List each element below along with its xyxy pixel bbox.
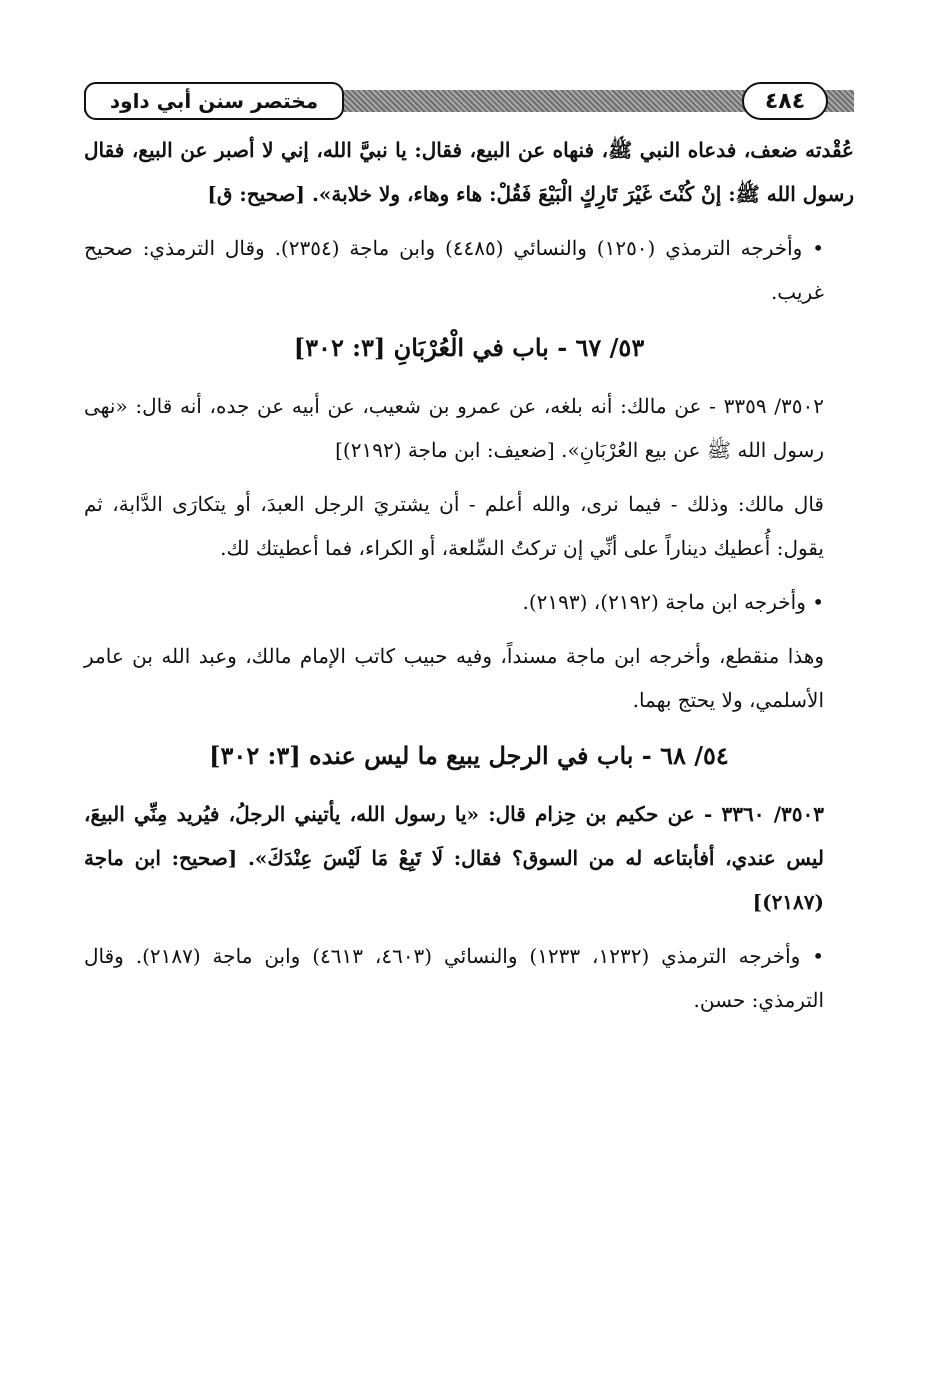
takhrij-note: • وأخرجه الترمذي (١٢٥٠) والنسائي (٤٤٨٥) وابن ماجة (٢٣٥٤). وقال الترمذي: صحيح غريب.	[84, 236, 824, 304]
page-header	[84, 80, 854, 124]
commentary-paragraph: وهذا منقطع، وأخرجه ابن ماجة مسنداً، وفيه حبيب كاتب الإمام مالك، وعبد الله بن عامر الأسلمي، ولا يحتج بهما.	[84, 644, 824, 712]
page-content	[84, 128, 854, 1022]
page-number: ٤٨٤	[742, 82, 828, 120]
takhrij-note: • وأخرجه الترمذي (١٢٣٢، ١٢٣٣) والنسائي (٤٦٠٣، ٤٦١٣) وابن ماجة (٢١٨٧). وقال الترمذي: حسن.	[84, 944, 824, 1012]
chapter-heading: ٥٤/ ٦٨ - باب في الرجل يبيع ما ليس عنده [٣: ٣٠٢]	[209, 741, 729, 770]
hadith-text: ٣٥٠٢/ ٣٣٥٩ - عن مالك: أنه بلغه، عن عمرو بن شعيب، عن أبيه عن جده، أنه قال: «نهى رسول الله ﷺ عن بيع العُرْبَانِ». [ضعيف: ابن ماجة (٢١٩٢)]	[84, 394, 824, 462]
takhrij-note: • وأخرجه ابن ماجة (٢١٩٢)، (٢١٩٣).	[522, 590, 824, 614]
chapter-heading: ٥٣/ ٦٧ - باب في الْعُرْبَانِ [٣: ٣٠٢]	[293, 333, 645, 362]
hadith-text: ٣٥٠٣/ ٣٣٦٠ - عن حكيم بن حِزام قال: «يا رسول الله، يأتيني الرجلُ، فيُريد مِنِّي البيعَ، ليس عندي، أفأبتاعه له من السوق؟ فقال: لَا تَبِعْ مَا لَيْسَ عِنْدَكَ». [صحيح: ابن ماجة (٢١٨٧)]	[84, 802, 824, 914]
commentary-paragraph: قال مالك: وذلك - فيما نرى، والله أعلم - أن يشتريَ الرجل العبدَ، أو يتكارَى الدَّابة، ثم يقول: أُعطيك ديناراً على أنِّي إن تركتُ السِّلعة، أو الكراء، فما أعطيتك لك.	[84, 492, 824, 560]
hadith-continuation: عُقْدته ضعف، فدعاه النبي ﷺ، فنهاه عن البيع، فقال: يا نبيَّ الله، إني لا أصبر عن البيع، فقال رسول الله ﷺ: إنْ كُنْتَ غَيْرَ تَارِكٍ الْبَيْعَ فَقُلْ: هاء وهاء، ولا خلابة». [صحيح: ق]	[84, 138, 854, 206]
book-title: مختصر سنن أبي داود	[84, 82, 344, 120]
